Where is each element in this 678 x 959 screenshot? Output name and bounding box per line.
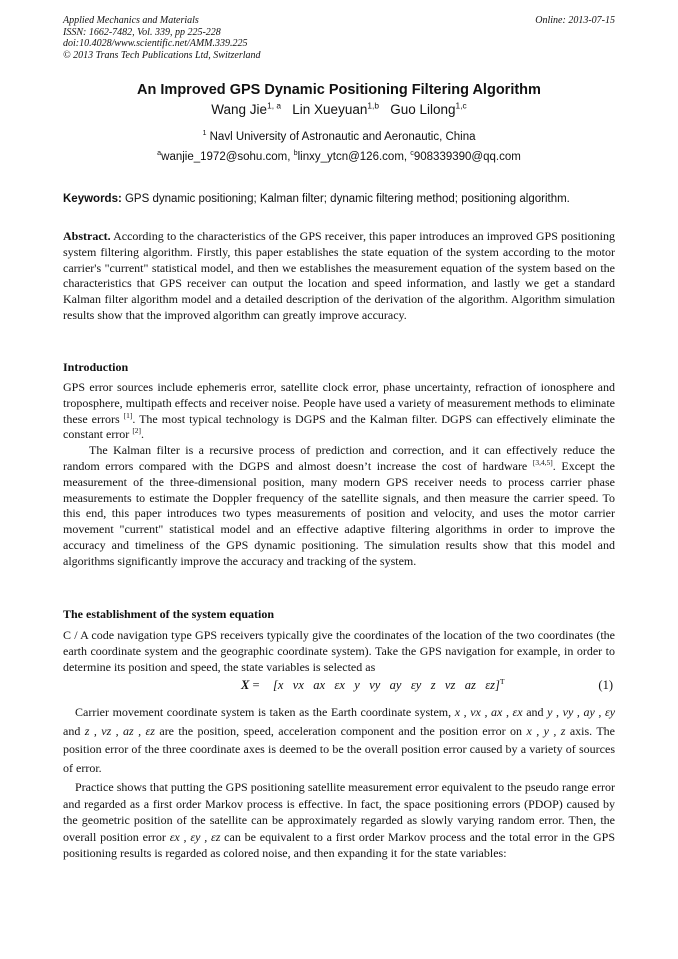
math-vars: y , vy , ay , εy	[547, 705, 616, 719]
author-name: Guo Lilong	[390, 102, 456, 117]
doi-line: doi:10.4028/www.scientific.net/AMM.339.225	[63, 38, 248, 49]
journal-header	[63, 15, 261, 61]
copyright-line: © 2013 Trans Tech Publications Ltd, Switzerland	[63, 49, 261, 61]
affiliation	[0, 131, 678, 143]
paragraph: C / A code navigation type GPS receivers typically give the coordinates of the location of the two coordinates (the earth coordinate system and the geographic coordinate system). Take the GPS navigation for example, in order to determine its position and speed, the state variables is selected as	[63, 628, 615, 674]
citation: [2]	[132, 426, 141, 436]
system-equation-intro	[63, 628, 615, 675]
online-date: Online: 2013-07-15	[535, 15, 615, 26]
equation-1	[63, 678, 615, 698]
abstract-text: According to the characteristics of the GPS receiver, this paper introduces an improved GPS positioning system filtering algorithm. Firstly, this paper establishes the state equation of the system according to the motor carrier's "current" statistical model, and then we establishes the measurement equation of the system based on the characteristics that GPS receiver can output the location and speed information, and lastly we get a standard Kalman filter algorithm model and a detailed description of the derivation of the algorithm. Algorithm simulation results show that the improved algorithm can greatly improve accuracy.	[63, 229, 615, 322]
math-vars: z , vz , az , εz	[84, 723, 155, 738]
keywords-label: Keywords:	[63, 193, 122, 205]
email-link: wanjie_1972@sohu.com,	[161, 151, 294, 163]
text-run: and	[63, 723, 85, 738]
abstract	[63, 229, 615, 324]
text-run: .	[141, 427, 144, 442]
citation: [1]	[123, 410, 133, 420]
author-sup: 1, a	[267, 100, 282, 111]
text-run: Practice shows that putting the GPS positioning satellite measurement error equivalent to the pseudo range error and regarded as a first order Markov process is effective. In fact, the space positioning errors (PDOP) caused by the geometric position of the satellite can be approximately regarded as slowly varying random error. Then, the overall position error	[63, 780, 615, 844]
text-run: GPS error sources include ephemeris error, satellite clock error, phase uncertainty, refraction of ionosphere and troposphere, multipath effects and receiver noise. People have used a variety of measurement methods to eliminate these errors	[63, 380, 615, 426]
citation: [3,4,5]	[532, 457, 553, 467]
section-heading-introduction: Introduction	[63, 360, 129, 374]
email-sup: a	[157, 149, 162, 158]
introduction-body	[63, 380, 615, 570]
email-sup: b	[293, 149, 298, 158]
affiliation-text: Navl University of Astronautic and Aeronautic, China	[206, 131, 476, 143]
math-vars: x , vx , ax , εx	[454, 705, 523, 719]
text-run: are the position, speed, acceleration component and the position error on	[154, 723, 523, 738]
email-list	[0, 151, 678, 163]
text-run: . Except the measurement of the three-dimensional position, many modern GPS receiver needs to process carrier phase measurements to estimate the Doppler frequency of the satellite signals, and then measure the carrier speed. To this end, this paper introduces two types measurements of position and velocity, and uses the motor carrier movement "current" statistical model and an effective adaptive filtering algorithms in order to improve the accuracy and timeliness of the GPS dynamic positioning. The simulation results show that this model and algorithms significantly improve the accuracy and tracking of the system.	[63, 458, 615, 568]
equation-lhs	[241, 678, 260, 693]
text-run: and	[522, 705, 544, 719]
email-sup: c	[410, 149, 414, 158]
journal-name: Applied Mechanics and Materials	[63, 15, 199, 26]
state-vector-elements: [x vx ax εx y vy ay εy z vz az εz]	[273, 678, 500, 692]
author-list	[0, 102, 678, 117]
paragraph	[63, 779, 615, 862]
author-sup: 1,c	[455, 100, 467, 111]
transpose-sup: T	[499, 676, 505, 686]
paragraph	[63, 703, 615, 777]
section-heading-system-equation: The establishment of the system equation	[63, 607, 275, 621]
paragraph	[63, 380, 615, 443]
text-run: . The most typical technology is DGPS and the Kalman filter. DGPS can effectively eliminate the constant error	[63, 411, 616, 442]
system-equation-body	[63, 703, 615, 862]
issn-line: ISSN: 1662-7482, Vol. 339, pp 225-228	[63, 26, 221, 38]
equation-equals: =	[249, 678, 260, 692]
text-run: axis. The position error of the three coordinate axes is deemed to be the overall position error caused by a variety of sources of error.	[63, 723, 616, 775]
text-run: can be equivalent to a first order Markov process and the total error in the GPS positioning results is regarded as colored noise, and then expanding it for the state variables:	[63, 829, 615, 860]
state-vector	[273, 678, 505, 693]
equation-symbol: X	[241, 678, 250, 692]
paragraph	[63, 443, 615, 569]
email-link: 908339390@qq.com	[413, 151, 521, 163]
math-vars: εx , εy , εz	[169, 829, 221, 844]
text-run: Carrier movement coordinate system is taken as the Earth coordinate system,	[75, 705, 452, 719]
paper-title: An Improved GPS Dynamic Positioning Filtering Algorithm	[137, 82, 541, 98]
keywords-text: GPS dynamic positioning; Kalman filter; dynamic filtering method; positioning algorithm.	[121, 193, 570, 205]
author-name: Lin Xueyuan	[292, 102, 368, 117]
math-vars: x , y , z	[526, 723, 566, 738]
author-sup: 1,b	[367, 100, 379, 111]
affiliation-sup: 1	[202, 129, 207, 138]
keywords	[63, 193, 623, 205]
equation-number: (1)	[598, 678, 613, 692]
abstract-label: Abstract.	[63, 229, 111, 243]
text-run: The Kalman filter is a recursive process of prediction and correction, and it can effectively reduce the random errors compared with the DGPS and almost doesn’t increase the cost of hardware	[63, 443, 615, 473]
email-link: linxy_ytcn@126.com,	[297, 151, 411, 163]
author-name: Wang Jie	[211, 102, 268, 117]
